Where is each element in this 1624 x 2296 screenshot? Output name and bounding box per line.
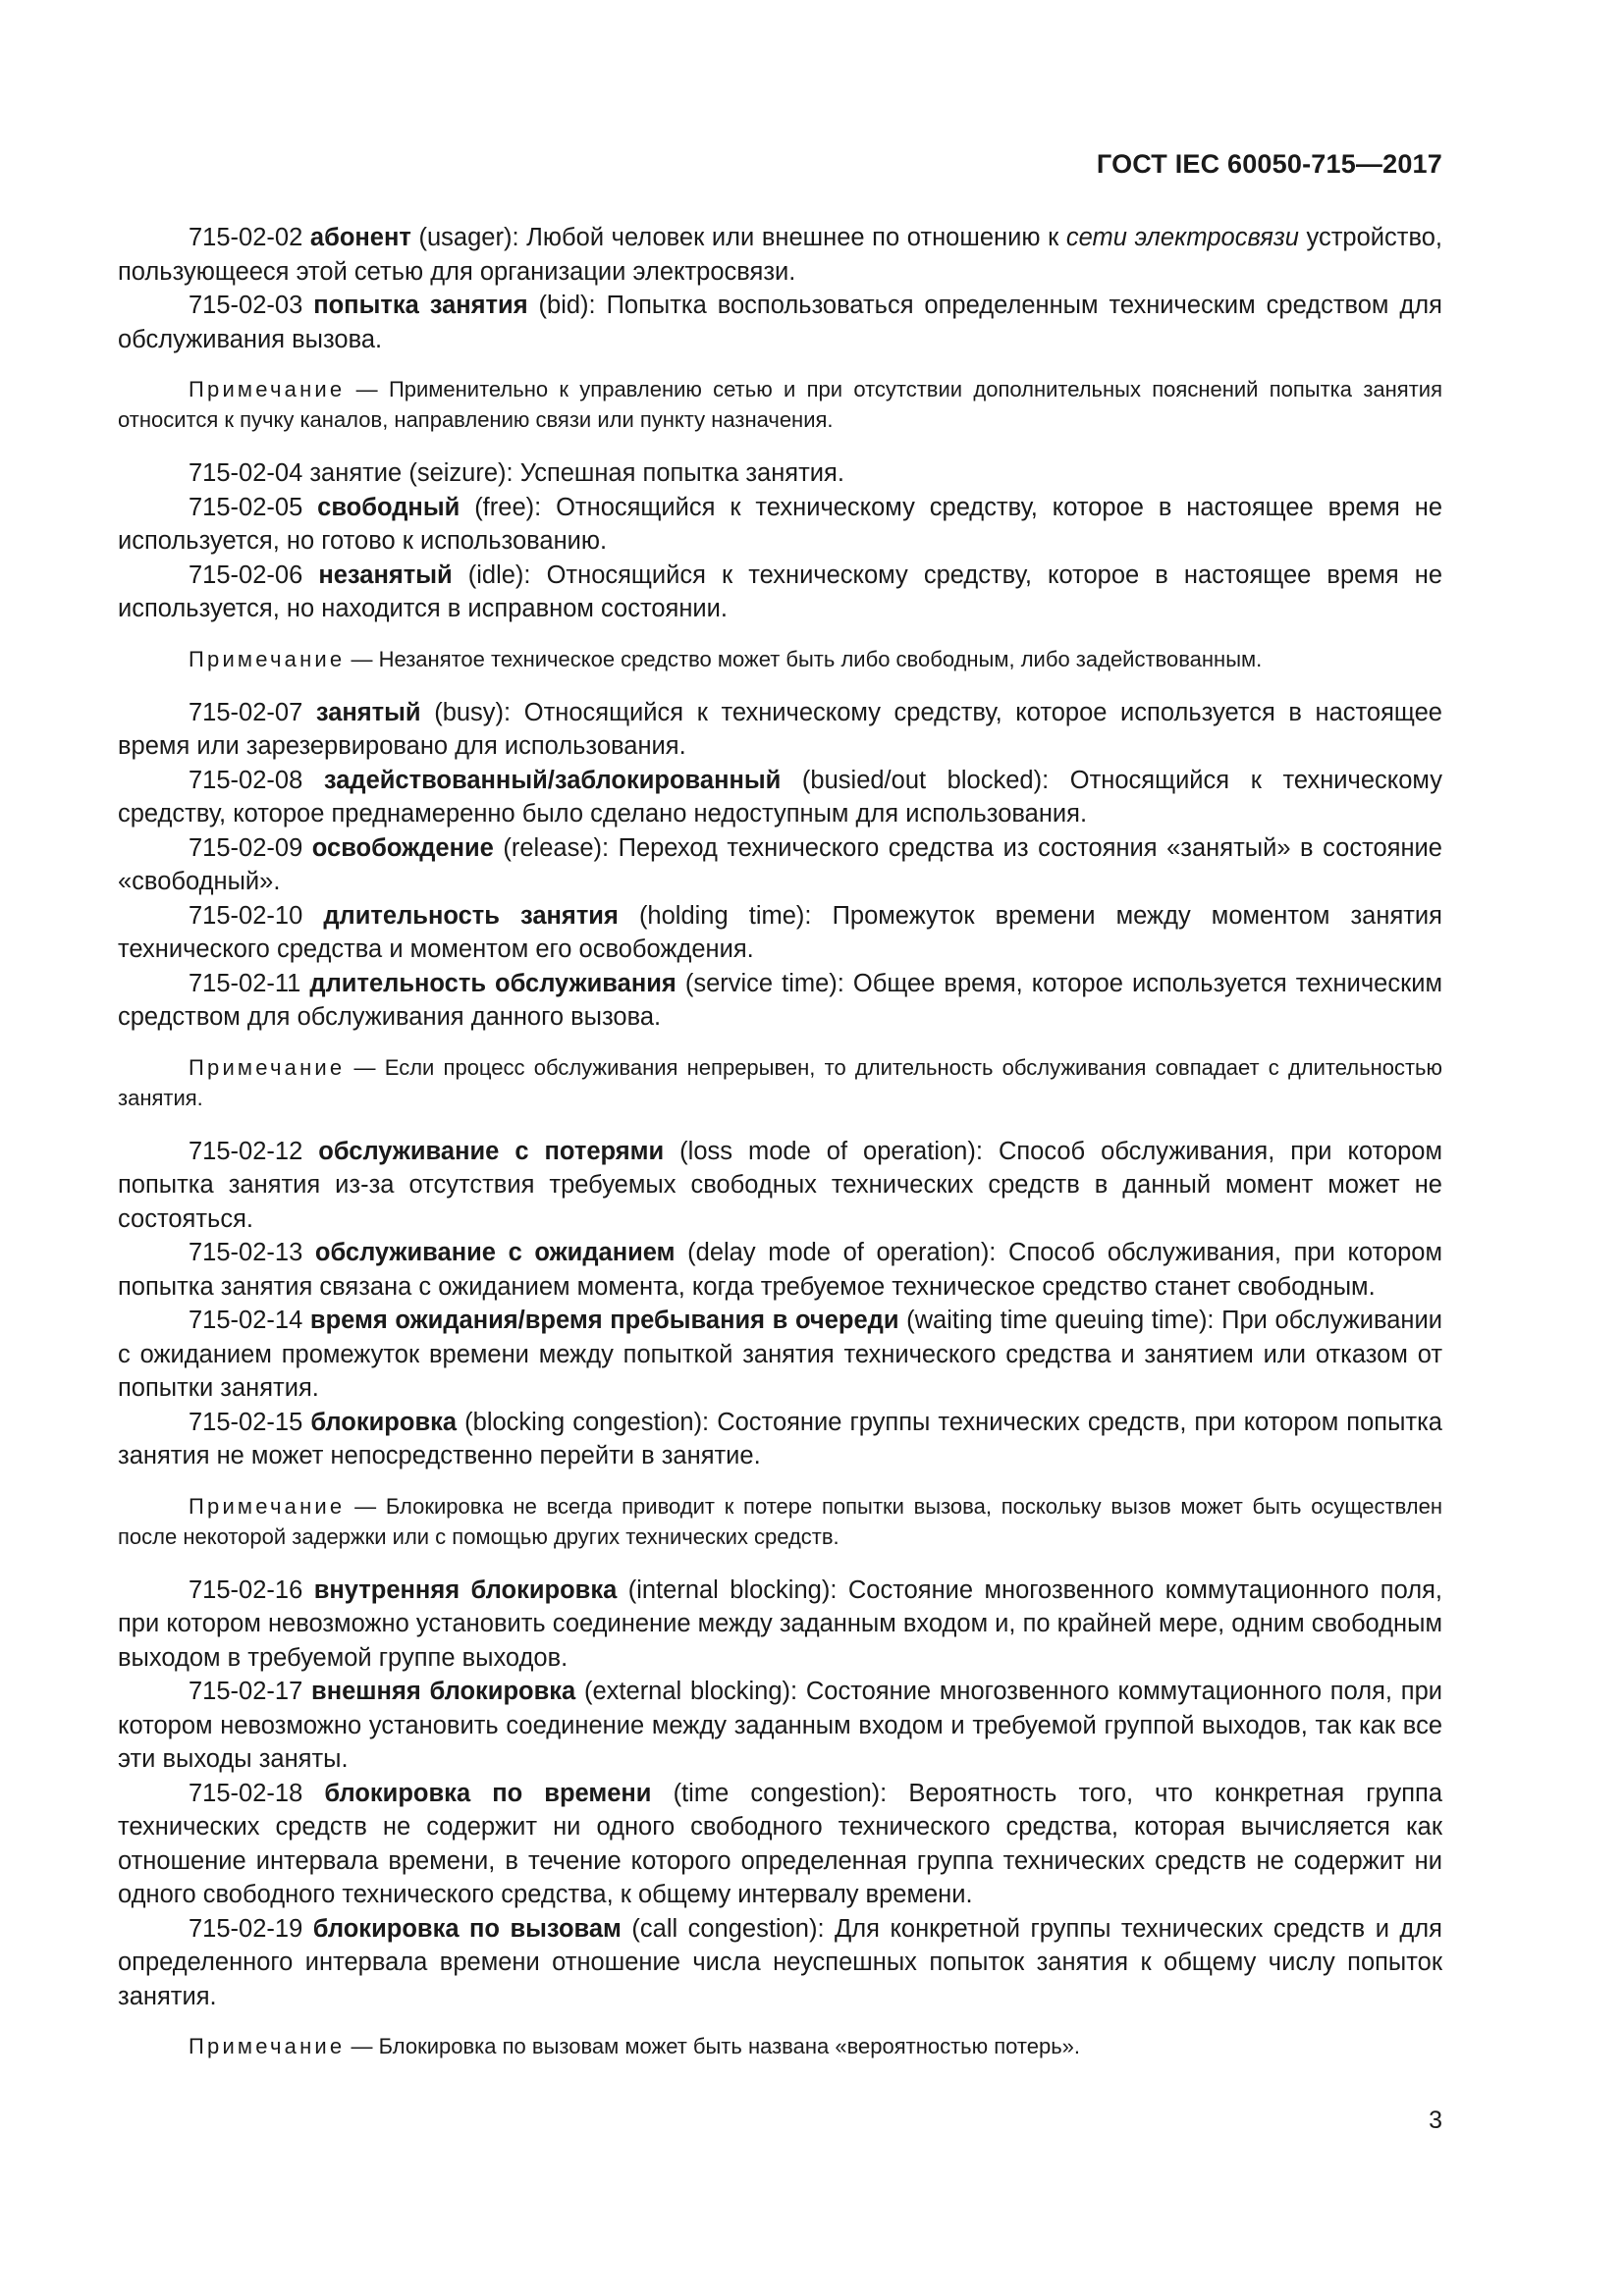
entry-code: 715-02-06	[189, 561, 303, 589]
entry-term: блокировка по времени	[324, 1779, 652, 1807]
entry-code: 715-02-10	[189, 901, 303, 930]
note-2	[118, 644, 1442, 674]
term-entry-715-02-10	[118, 899, 1442, 967]
entry-code: 715-02-13	[189, 1239, 303, 1266]
entry-code: 715-02-17	[189, 1678, 303, 1705]
note-separator: —	[345, 646, 379, 671]
entry-term: абонент	[309, 224, 411, 251]
entry-term: обслуживание с ожиданием	[314, 1239, 676, 1266]
entry-english: (delay mode of operation):	[687, 1239, 997, 1266]
page-number: 3	[1429, 2107, 1442, 2134]
entry-definition: устройство, пользующееся этой сетью для организации электросвязи.	[118, 224, 1442, 286]
entry-english: (busied/out blocked):	[801, 766, 1050, 794]
entry-definition: Вероятность того, что конкретная группа технических средств не содержит ни одного свободного технического средства, которая вычисляется как отношение интервала времени, в течение которого определенная группа технических средств не содержит ни одного свободного технического средства, к общему интервалу времени.	[118, 1779, 1443, 1908]
entry-code: 715-02-18	[189, 1779, 303, 1807]
entry-definition: Попытка воспользоваться определенным техническим средством для обслуживания вызова.	[118, 292, 1442, 353]
entry-term: внешняя блокировка	[311, 1678, 576, 1705]
entry-term: блокировка по вызовам	[312, 1914, 622, 1943]
entry-definition: Любой человек или внешнее по отношению к	[526, 224, 1059, 251]
entry-term: попытка занятия	[313, 292, 528, 319]
term-entry-715-02-17	[118, 1675, 1442, 1777]
entry-definition: Общее время, которое используется техническим средством для обслуживания данного вызова.	[118, 969, 1442, 1031]
note-separator: —	[345, 1054, 385, 1080]
term-entry-715-02-05	[118, 491, 1442, 559]
entry-english: (bid):	[538, 292, 596, 319]
entry-definition: Промежуток времени между моментом занятия технического средства и моментом его освобождения.	[118, 901, 1442, 963]
note-separator: —	[345, 2034, 379, 2058]
note-text: Незанятое техническое средство может быть либо свободным, либо задействованным.	[378, 646, 1263, 671]
term-entry-715-02-03	[118, 289, 1442, 356]
entry-term: внутренняя блокировка	[313, 1575, 618, 1604]
note-separator: —	[345, 377, 389, 401]
entry-code: 715-02-12	[189, 1137, 303, 1165]
term-entry-715-02-07	[118, 696, 1442, 764]
entry-term: блокировка	[310, 1408, 458, 1436]
term-entry-715-02-08	[118, 764, 1442, 831]
entry-definition: Способ обслуживания, при котором попытка занятия связана с ожиданием момента, когда требуемое техническое средство станет свободным.	[118, 1239, 1442, 1301]
entry-english: (service time):	[684, 969, 844, 997]
note-label: Примечание	[189, 1054, 346, 1080]
entry-english: (blocking congestion):	[464, 1408, 710, 1436]
entry-term: занятый	[315, 698, 421, 726]
entry-definition: Успешная попытка занятия.	[519, 459, 844, 487]
entry-term: свободный	[317, 493, 460, 521]
term-entry-715-02-11	[118, 967, 1442, 1035]
entry-english: (busy):	[434, 698, 512, 726]
note-text: Применительно к управлению сетью и при отсутствии дополнительных пояснений попытка занятия относится к пучку каналов, направлению связи или пункту назначения.	[118, 377, 1442, 432]
note-5	[118, 2031, 1442, 2061]
entry-term: задействованный/заблокированный	[323, 766, 782, 794]
note-label: Примечание	[189, 646, 346, 671]
entry-english: (internal blocking):	[627, 1575, 838, 1604]
entry-term: длительность занятия	[323, 901, 619, 930]
term-entry-715-02-09	[118, 831, 1442, 899]
entry-definition: Состояние многозвенного коммутационного поля, при котором невозможно установить соединение между заданным входом и требуемой группой выходов, так как все эти выходы заняты.	[118, 1678, 1443, 1773]
note-label: Примечание	[189, 1493, 346, 1519]
entry-english: (waiting time queuing time):	[906, 1307, 1215, 1334]
entry-english: (external blocking):	[584, 1678, 798, 1705]
entry-code: 715-02-11	[189, 969, 301, 997]
entry-code: 715-02-19	[189, 1914, 303, 1943]
note-text: Блокировка по вызовам может быть названа «вероятностью потерь».	[378, 2034, 1081, 2058]
entry-code: 715-02-08	[189, 766, 303, 794]
entry-definition: Относящийся к техническому средству, которое в настоящее время не используется, но находится в исправном состоянии.	[118, 561, 1442, 622]
entry-code: 715-02-09	[189, 833, 303, 862]
note-separator: —	[345, 1493, 386, 1519]
note-1	[118, 374, 1442, 435]
entry-code: 715-02-05	[189, 493, 303, 521]
term-entry-715-02-13	[118, 1236, 1442, 1304]
entry-definition: Относящийся к техническому средству, которое используется в настоящее время или зарезервировано для использования.	[118, 698, 1442, 760]
term-entry-715-02-15	[118, 1406, 1442, 1473]
entry-definition: Для конкретной группы технических средств и для определенного интервала времени отношение числа неуспешных попыток занятия к общему числу попыток занятия.	[118, 1914, 1442, 2010]
term-entry-715-02-06	[118, 559, 1442, 626]
term-entry-715-02-14	[118, 1304, 1442, 1406]
term-entry-715-02-04	[118, 456, 1442, 491]
note-text: Если процесс обслуживания непрерывен, то длительность обслуживания совпадает с длительностью занятия.	[118, 1054, 1442, 1110]
entry-english: (release):	[503, 833, 610, 862]
entry-definition-italic: сети электросвязи	[1065, 224, 1299, 251]
term-entry-715-02-16	[118, 1574, 1442, 1676]
entry-code: 715-02-03	[189, 292, 303, 319]
entry-term: освобождение	[311, 833, 494, 862]
entry-term: длительность обслуживания	[309, 969, 677, 997]
entry-english: (loss mode of operation):	[679, 1137, 983, 1165]
entry-english: (idle):	[467, 561, 531, 589]
entry-english: (holding time):	[638, 901, 812, 930]
entry-term: время ожидания/время пребывания в очереди	[309, 1307, 899, 1334]
standard-header: ГОСТ IEC 60050-715—2017	[1096, 149, 1442, 179]
entry-definition: Состояние многозвенного коммутационного поля, при котором невозможно установить соединение между заданным входом и, по крайней мере, одним свободным выходом в требуемой группе выходов.	[118, 1575, 1442, 1672]
term-entry-715-02-02	[118, 221, 1442, 289]
entry-code: 715-02-15	[189, 1408, 303, 1436]
entry-code: 715-02-04	[189, 459, 303, 487]
entry-definition: Состояние группы технических средств, при котором попытка занятия не может непосредственно перейти в занятие.	[118, 1408, 1442, 1469]
entry-english: (call congestion):	[631, 1914, 825, 1943]
note-4	[118, 1491, 1442, 1552]
entry-english: (usager):	[418, 224, 519, 251]
entry-code: 715-02-07	[189, 698, 303, 726]
entry-definition: Способ обслуживания, при котором попытка занятия из-за отсутствия требуемых свободных технических средств в данный момент может не состояться.	[118, 1137, 1443, 1233]
term-entry-715-02-12	[118, 1135, 1442, 1237]
entry-term-plain: занятие	[309, 459, 403, 487]
entry-english: (time congestion):	[673, 1779, 888, 1807]
entry-english: (free):	[474, 493, 542, 521]
note-label: Примечание	[189, 377, 346, 401]
term-entry-715-02-19	[118, 1912, 1442, 2014]
term-entry-715-02-18	[118, 1777, 1442, 1912]
entry-definition: Относящийся к техническому средству, которое в настоящее время не используется, но готово к использованию.	[118, 493, 1442, 555]
entry-definition: При обслуживании с ожиданием промежуток времени между попыткой занятия технического средства и занятием или отказом от попытки занятия.	[118, 1307, 1443, 1402]
entry-term: обслуживание с потерями	[318, 1137, 665, 1165]
note-3	[118, 1052, 1442, 1113]
note-text: Блокировка не всегда приводит к потере попытки вызова, поскольку вызов может быть осуществлен после некоторой задержки или с помощью других технических средств.	[118, 1493, 1443, 1549]
entry-definition: Переход технического средства из состояния «занятый» в состояние «свободный».	[118, 833, 1442, 895]
entry-code: 715-02-14	[189, 1307, 303, 1334]
entry-definition: Относящийся к техническому средству, которое преднамеренно было сделано недоступным для использования.	[118, 766, 1442, 828]
entry-english: (seizure):	[408, 459, 514, 487]
entry-code: 715-02-02	[189, 224, 303, 251]
document-body	[118, 221, 1442, 2083]
entry-code: 715-02-16	[189, 1575, 303, 1604]
entry-term: незанятый	[318, 561, 453, 589]
note-label: Примечание	[189, 2034, 346, 2058]
